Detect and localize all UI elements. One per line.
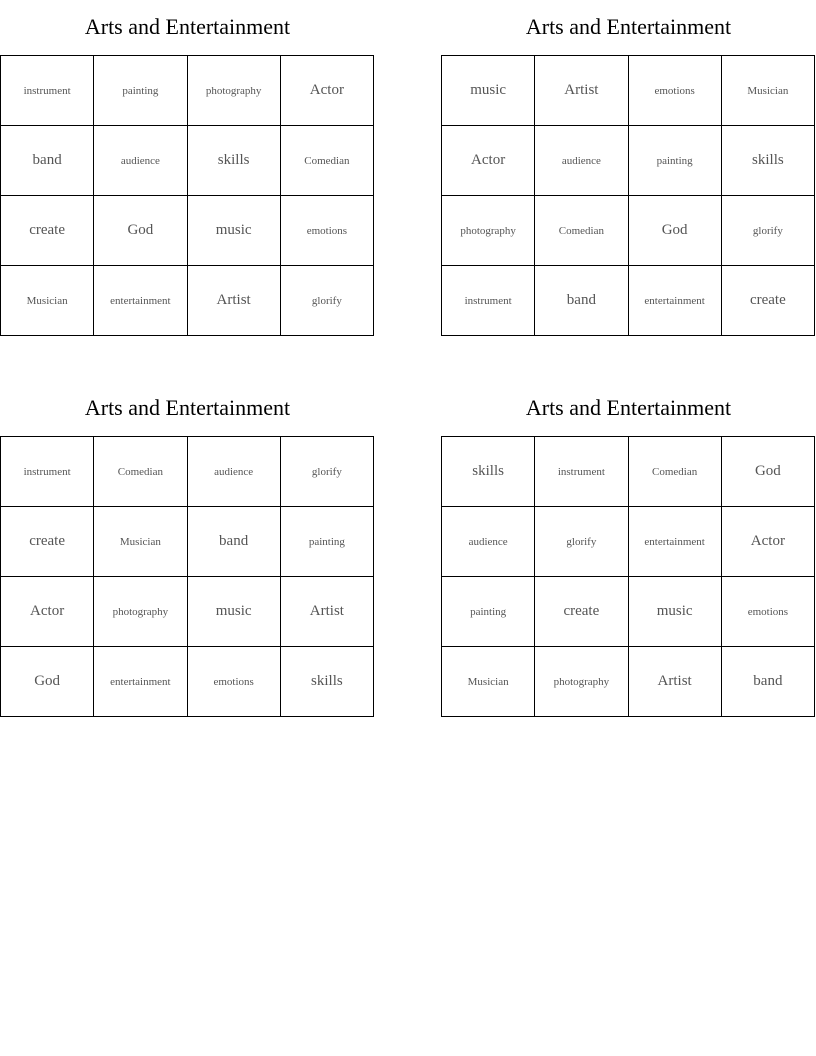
bingo-cell: audience xyxy=(442,507,535,577)
bingo-cell: Comedian xyxy=(94,437,187,507)
bingo-cell: Actor xyxy=(442,126,535,196)
bingo-cell: audience xyxy=(535,126,628,196)
bingo-cell: photography xyxy=(535,647,628,717)
bingo-cell: painting xyxy=(629,126,722,196)
bingo-cell: Musician xyxy=(94,507,187,577)
bingo-cell: glorify xyxy=(722,196,815,266)
bingo-cell: create xyxy=(722,266,815,336)
bingo-cell: Comedian xyxy=(281,126,374,196)
bingo-cell: band xyxy=(188,507,281,577)
bingo-cell: glorify xyxy=(535,507,628,577)
bingo-cell: entertainment xyxy=(94,647,187,717)
bingo-cell: create xyxy=(1,196,94,266)
bingo-cell: skills xyxy=(442,437,535,507)
bingo-cell: entertainment xyxy=(629,266,722,336)
bingo-cell: Musician xyxy=(1,266,94,336)
bingo-cell: skills xyxy=(281,647,374,717)
bingo-cell: Artist xyxy=(629,647,722,717)
bingo-cell: God xyxy=(629,196,722,266)
bingo-cell: create xyxy=(1,507,94,577)
bingo-cell: skills xyxy=(188,126,281,196)
bingo-card-3 xyxy=(0,393,375,717)
bingo-cell: God xyxy=(722,437,815,507)
bingo-cell: painting xyxy=(442,577,535,647)
bingo-grid xyxy=(0,55,374,336)
card-title: Arts and Entertainment xyxy=(84,14,291,39)
bingo-cell: instrument xyxy=(1,56,94,126)
bingo-grid xyxy=(441,436,815,717)
bingo-cell: audience xyxy=(94,126,187,196)
bingo-cell: music xyxy=(442,56,535,126)
bingo-cell: music xyxy=(629,577,722,647)
bingo-cell: Comedian xyxy=(629,437,722,507)
bingo-cell: Musician xyxy=(442,647,535,717)
bingo-cell: music xyxy=(188,196,281,266)
bingo-cell: Artist xyxy=(281,577,374,647)
bingo-cell: emotions xyxy=(722,577,815,647)
bingo-cell: emotions xyxy=(188,647,281,717)
bingo-cell: instrument xyxy=(442,266,535,336)
bingo-cell: glorify xyxy=(281,437,374,507)
bingo-card-4 xyxy=(441,393,816,717)
bingo-cell: emotions xyxy=(281,196,374,266)
bingo-cell: Actor xyxy=(281,56,374,126)
bingo-cell: instrument xyxy=(535,437,628,507)
bingo-cell: Comedian xyxy=(535,196,628,266)
bingo-cell: photography xyxy=(188,56,281,126)
bingo-cell: God xyxy=(94,196,187,266)
bingo-cell: Artist xyxy=(535,56,628,126)
bingo-cell: music xyxy=(188,577,281,647)
bingo-cell: Musician xyxy=(722,56,815,126)
bingo-card-1 xyxy=(0,12,375,336)
card-title: Arts and Entertainment xyxy=(84,395,291,420)
bingo-cell: painting xyxy=(281,507,374,577)
bingo-grid xyxy=(0,436,374,717)
bingo-cell: emotions xyxy=(629,56,722,126)
card-title: Arts and Entertainment xyxy=(525,14,732,39)
bingo-cell: photography xyxy=(94,577,187,647)
bingo-cell: photography xyxy=(442,196,535,266)
bingo-cell: band xyxy=(1,126,94,196)
bingo-card-2 xyxy=(441,12,816,336)
bingo-cell: entertainment xyxy=(629,507,722,577)
bingo-cell: create xyxy=(535,577,628,647)
bingo-cell: Actor xyxy=(1,577,94,647)
bingo-cell: audience xyxy=(188,437,281,507)
bingo-cell: band xyxy=(535,266,628,336)
card-title: Arts and Entertainment xyxy=(525,395,732,420)
bingo-grid xyxy=(441,55,815,336)
bingo-cell: Artist xyxy=(188,266,281,336)
bingo-cell: painting xyxy=(94,56,187,126)
bingo-cell: God xyxy=(1,647,94,717)
bingo-cell: glorify xyxy=(281,266,374,336)
bingo-cell: band xyxy=(722,647,815,717)
bingo-cell: skills xyxy=(722,126,815,196)
bingo-cell: instrument xyxy=(1,437,94,507)
bingo-cell: entertainment xyxy=(94,266,187,336)
bingo-cell: Actor xyxy=(722,507,815,577)
